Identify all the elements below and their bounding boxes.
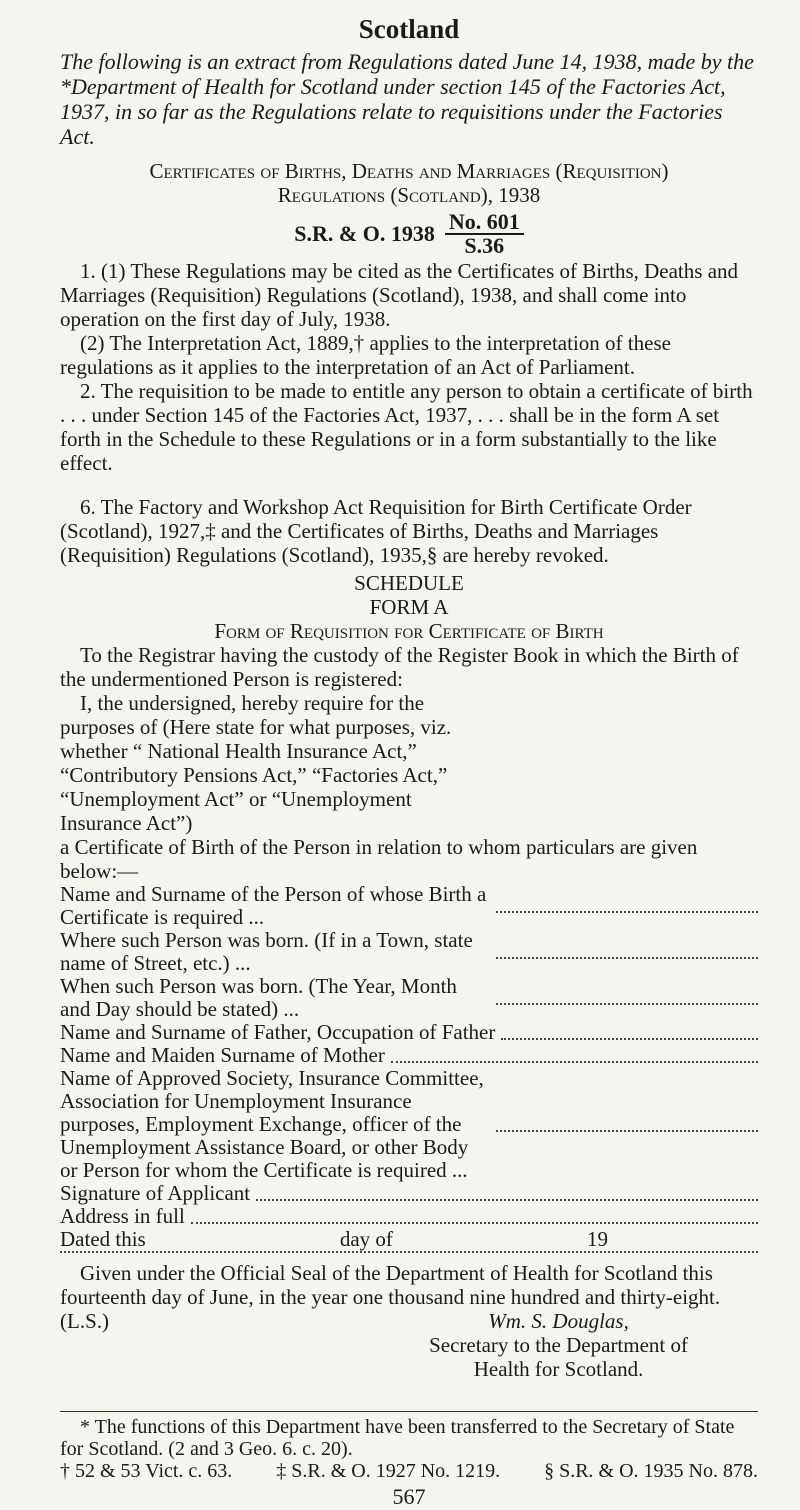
field-address[interactable]: Address in full <box>60 1205 758 1228</box>
field-birth-date[interactable]: When such Person was born. (The Year, Month and Day should be stated) ... <box>60 975 758 1021</box>
sr-reference <box>60 211 758 257</box>
paragraph-6: 6. The Factory and Workshop Act Requisition for Birth Certificate Order (Scotland), 1927,‡ and the Certificates of Births, Deaths and Marriages (Requisition) Regulations (Scotland), 1935,§ are hereby revoked. <box>60 495 692 567</box>
signatory-title-2: Health for Scotland. <box>473 1357 644 1381</box>
field-mother[interactable]: Name and Maiden Surname of Mother <box>60 1044 758 1067</box>
seal-mark: (L.S.) <box>60 1309 109 1333</box>
field-name-surname[interactable]: Name and Surname of the Person of whose Birth a Certificate is required ... <box>60 883 758 929</box>
paragraph-1-1: 1. (1) These Regulations may be cited as the Certificates of Births, Deaths and Marriages (Requisition) Regulations (Scotland), 1938, and shall come into operation on the first day of July, 1938. <box>60 259 739 331</box>
field-father[interactable]: Name and Surname of Father, Occupation of Father <box>60 1021 758 1044</box>
sr-fraction <box>445 211 524 257</box>
sr-number: No. 601 <box>445 211 524 235</box>
field-signature[interactable]: Signature of Applicant <box>60 1182 758 1205</box>
signatory-title-1: Secretary to the Department of <box>429 1333 688 1357</box>
regulation-title-line1: Certificates of Births, Deaths and Marriages (Requisition) <box>149 159 669 183</box>
field-society[interactable]: Name of Approved Society, Insurance Committee, Association for Unemployment Insurance purposes, Employment Exchange, officer of the Unemployment Assistance Board, or other Body or Person for whom the Certificate is required ... <box>60 1067 758 1182</box>
form-body: I, the undersigned, hereby require for the purposes of (Here state for what purposes, viz. whether “ National Health Insurance Act,” “Contributory Pensions Act,” “Factories Act,” “Unemployment Act” or “Unemployment Insurance Act”) <box>60 691 452 835</box>
footnote-refs: † 52 & 53 Vict. c. 63. ‡ S.R. & O. 1927 No. 1219. § S.R. & O. 1935 No. 878. <box>60 1460 758 1482</box>
dotted-divider <box>60 1251 758 1253</box>
given-under-seal: Given under the Official Seal of the Department of Health for Scotland this fourteenth day of June, in the year one thousand nine hundred and thirty-eight. <box>60 1261 721 1309</box>
paragraph-2: 2. The requisition to be made to entitle any person to obtain a certificate of birth . . . under Section 145 of the Factories Act, 1937, . . . shall be in the form A set forth in the Schedule to these Regulations or in a form substantially to the like effect. <box>60 379 753 475</box>
sr-label: S.R. & O. 1938 <box>294 221 435 246</box>
signature-block <box>60 1309 758 1381</box>
dated-line: Dated this day of 19 <box>60 1227 608 1251</box>
sr-sub: S.36 <box>464 233 505 258</box>
page-title: Scotland <box>358 14 460 44</box>
form-a-heading: FORM A <box>369 595 449 619</box>
page-number: 567 <box>392 1484 426 1509</box>
signatory-name: Wm. S. Douglas, <box>488 1309 629 1333</box>
form-cert-line: a Certificate of Birth of the Person in relation to whom particulars are given below:— <box>60 835 698 883</box>
schedule-heading: SCHEDULE <box>354 571 464 595</box>
form-title: Form of Requisition for Certificate of Birth <box>214 619 604 643</box>
paragraph-1-2: (2) The Interpretation Act, 1889,† applies to the interpretation of these regulations as it applies to the interpretation of an Act of Parliament. <box>60 331 671 379</box>
regulation-title-line2: Regulations (Scotland), 1938 <box>277 183 541 207</box>
intro-paragraph: The following is an extract from Regulations dated June 14, 1938, made by the *Department of Health for Scotland under section 145 of the Factories Act, 1937, in so far as the Regulations relate to requisitions under the Factories Act. <box>60 49 754 149</box>
form-fields <box>60 883 758 1228</box>
footnote-rule <box>60 1411 758 1412</box>
footnote: * The functions of this Department have been transferred to the Secretary of State for Scotland. (2 and 3 Geo. 6. c. 20). <box>60 1416 735 1460</box>
form-intro: To the Registrar having the custody of the Register Book in which the Birth of the undermentioned Person is registered: <box>60 643 739 691</box>
field-birthplace[interactable]: Where such Person was born. (If in a Town, state name of Street, etc.) ... <box>60 929 758 975</box>
